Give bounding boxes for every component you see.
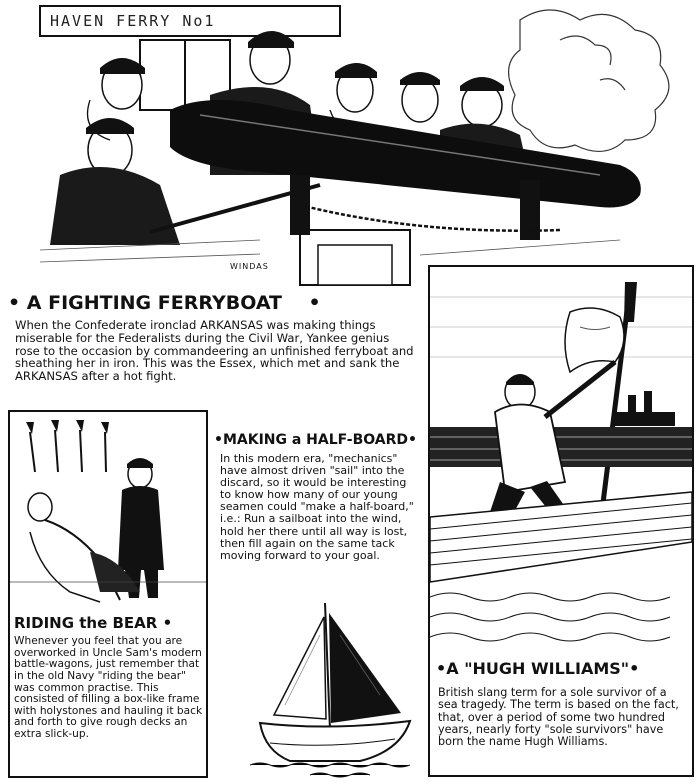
riding-bear-drawing: [10, 412, 206, 612]
artist-signature: WINDAS: [230, 262, 269, 271]
bullet-right: •: [629, 659, 640, 678]
sailboat-drawing: [250, 595, 425, 780]
hugh-williams-title: •A "HUGH WILLIAMS"•: [436, 659, 640, 678]
ferryboat-title: • A FIGHTING FERRYBOAT •: [8, 292, 321, 314]
riding-bear-body: Whenever you feel that you are overworked in Uncle Sam's modern battle-wagons, just remember that in the old Navy "riding the bear" was common practise. This consisted of filling a box-like frame with holystones and hauling it back and forth to give rough decks an extra slick-up.: [14, 635, 203, 741]
half-board-body: In this modern era, "mechanics" have almost driven "sail" into the discard, so it would be interesting to know how many of our young seamen could "make a half-board," i.e.: Run a sailboat into the wind, hold her there until all way is lost, then fill again on the same tack moving forward to your goal.: [220, 452, 414, 562]
ferry-sign: HAVEN FERRY No1: [50, 12, 216, 30]
bullet-left: •: [8, 292, 27, 314]
ferryboat-body: When the Confederate ironclad ARKANSAS was making things miserable for the Federalists during the Civil War, Yankee genius rose to the occasion by commandeering an unfinished ferryboat and sheathing her in iron. This was the Essex, which met and sank the ARKANSAS after a hot fight.: [15, 318, 414, 383]
gun-crew-drawing: [0, 0, 700, 290]
bullet-right: •: [408, 432, 417, 448]
hugh-williams-body: British slang term for a sole survivor of a sea tragedy. The term is based on the fact, that, over a period of some two hundred years, nearly forty "sole survivors" have born the name Hugh Williams.: [438, 686, 679, 749]
bullet-left: •: [436, 659, 447, 678]
survivor-raft-drawing: [430, 267, 692, 657]
riding-bear-title: RIDING the BEAR •: [14, 614, 173, 632]
ferryboat-illustration: [0, 0, 700, 290]
bullet-right: •: [157, 614, 173, 632]
bullet-left: •: [214, 432, 223, 448]
riding-bear-panel: [8, 410, 208, 778]
half-board-title: •MAKING a HALF-BOARD•: [214, 432, 417, 448]
hugh-williams-panel: [428, 265, 694, 777]
bullet-right: •: [282, 292, 321, 314]
